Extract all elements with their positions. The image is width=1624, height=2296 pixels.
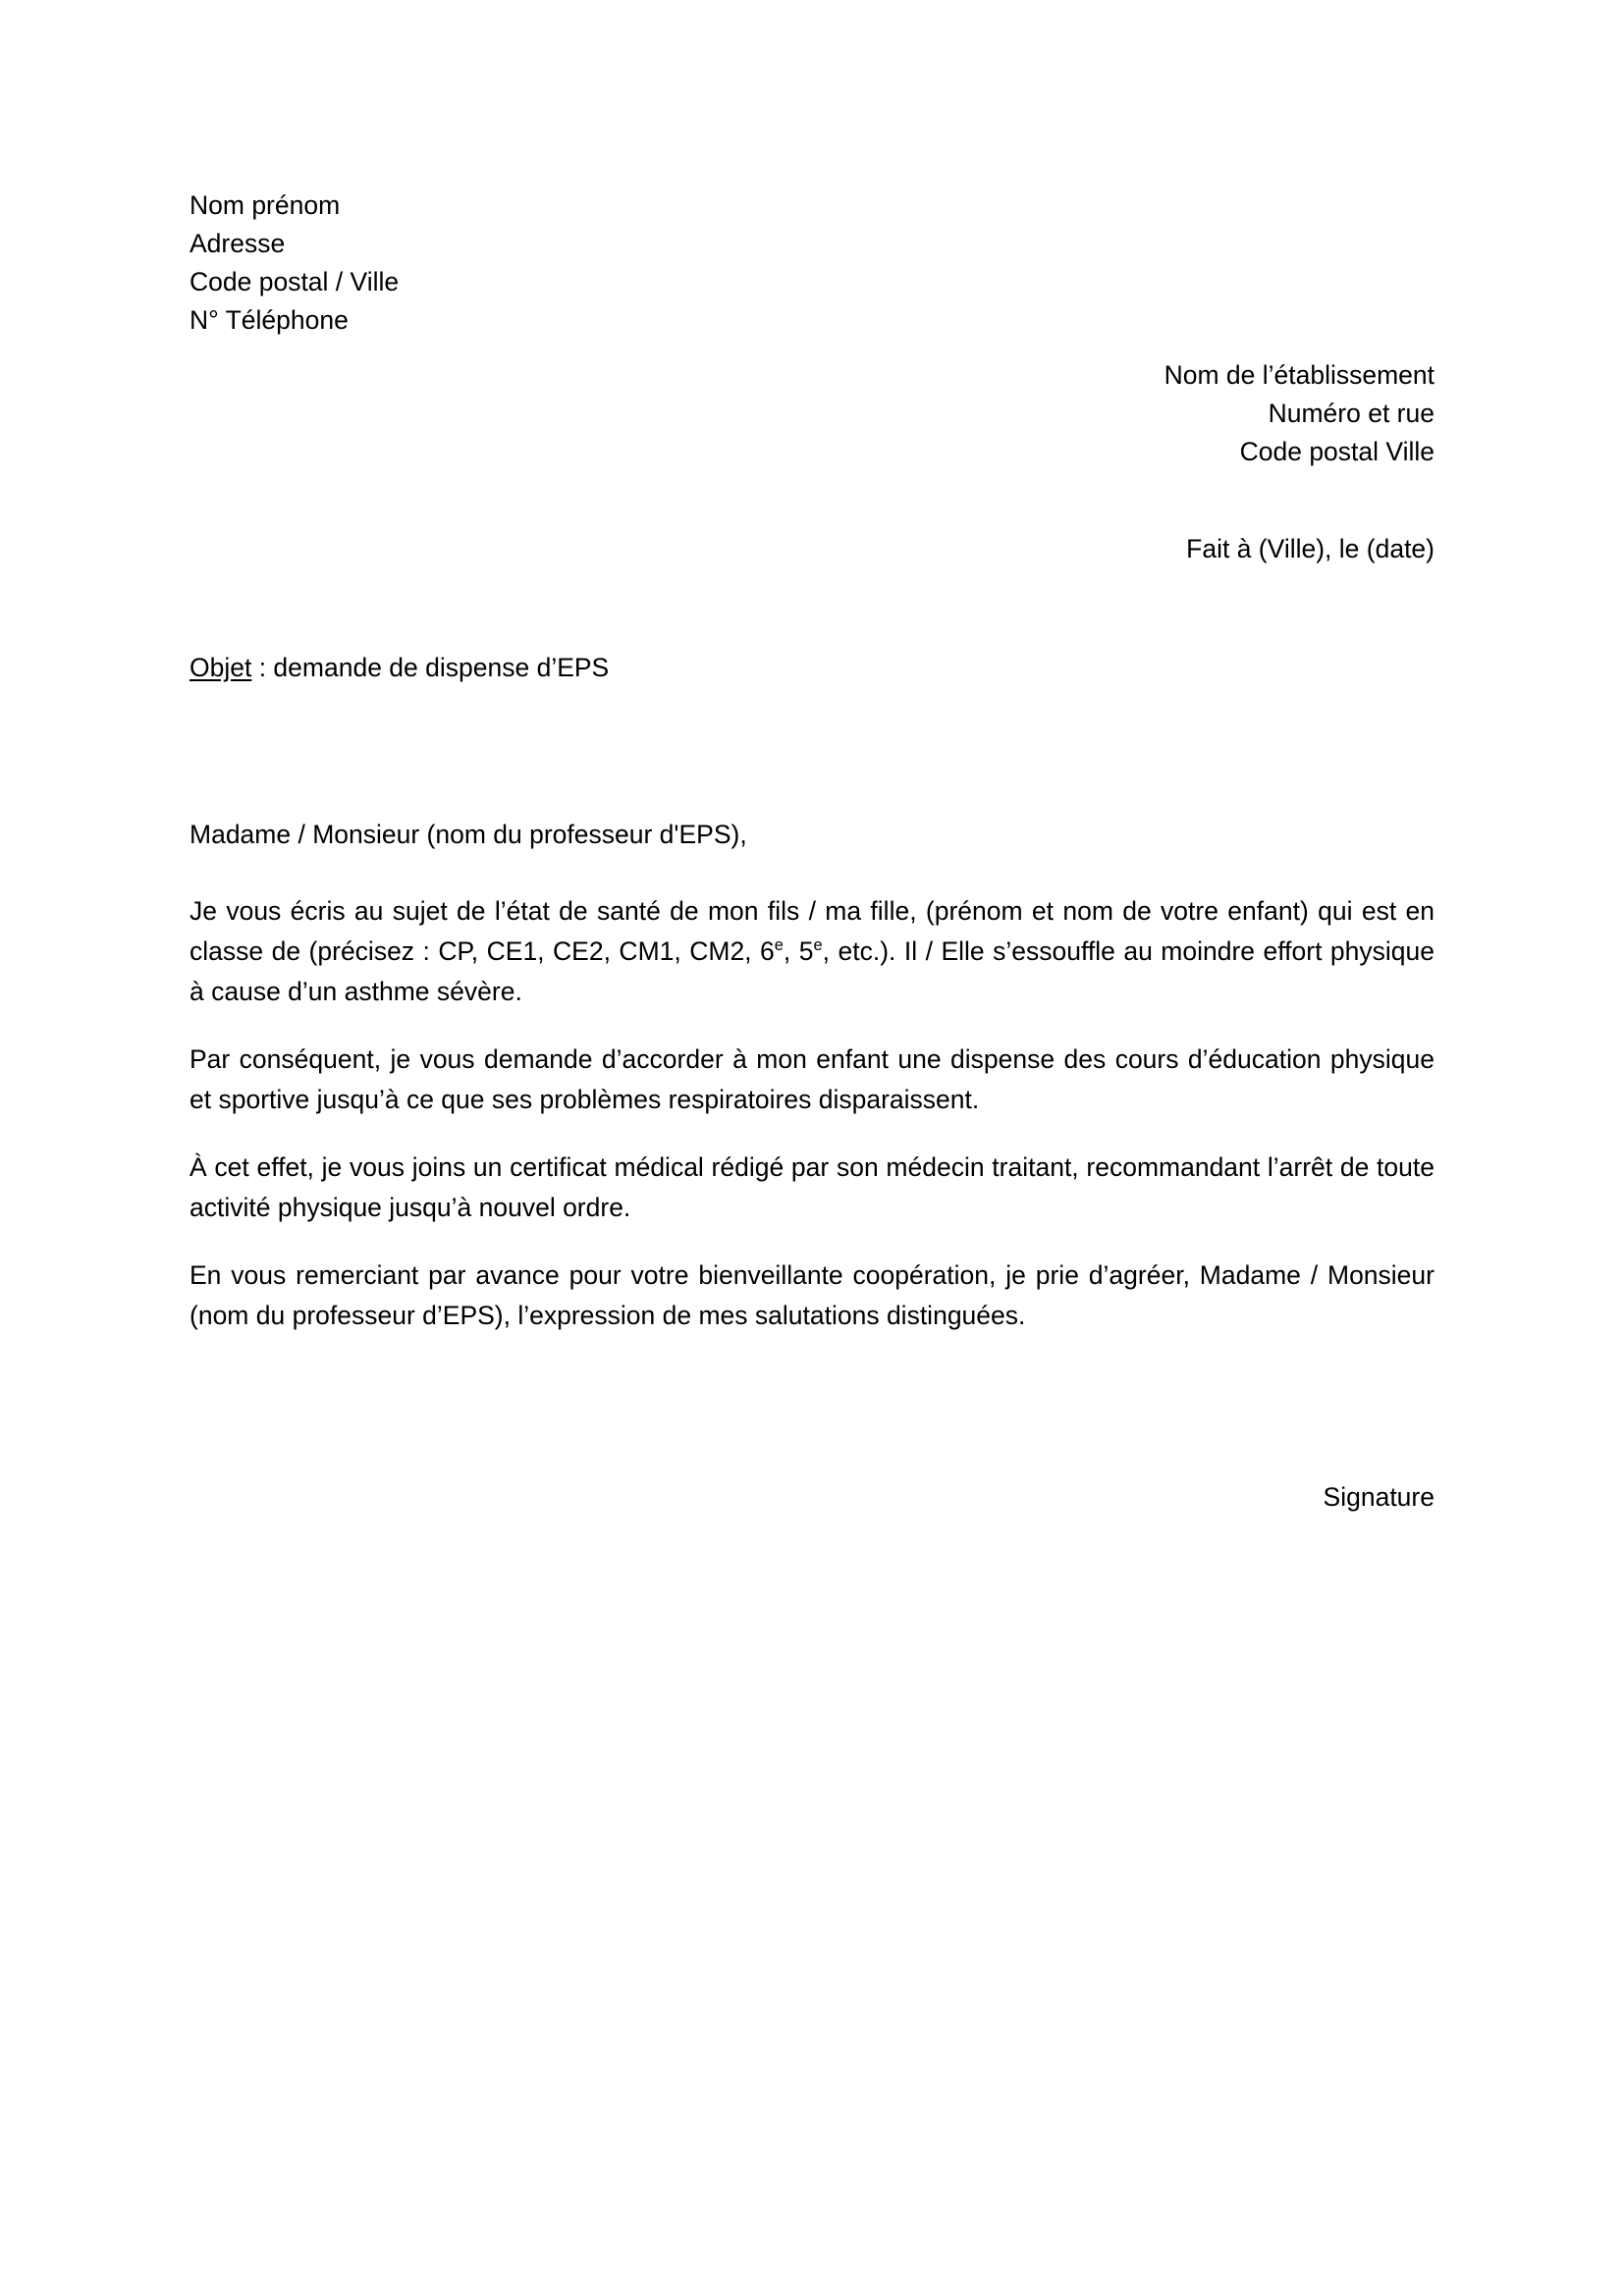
- recipient-line-postal-city: Code postal Ville: [1239, 437, 1435, 466]
- sender-address-block: [189, 187, 1435, 340]
- paragraph-1-part-1: Je vous écris au sujet de l’état de santé de mon fils / ma fille, (prénom et nom de votre enfant) qui est en classe de (précisez : CP, CE1, CE2, CM1, CM2, 6: [189, 896, 1435, 966]
- subject-label: Objet: [189, 653, 252, 682]
- paragraph-1-part-3: , etc.). Il / Elle s’essouffle au moindre effort physique à cause d’un asthme sévère.: [189, 936, 1435, 1006]
- signature-block: [189, 1478, 1435, 1517]
- recipient-line-establishment: Nom de l’établissement: [1164, 360, 1435, 390]
- salutation-text: Madame / Monsieur (nom du professeur d'EPS),: [189, 820, 747, 849]
- place-and-date-block: [189, 530, 1435, 568]
- signature-label: Signature: [1323, 1482, 1435, 1512]
- subject-text: : demande de dispense d’EPS: [251, 653, 610, 682]
- paragraph-1-superscript-2: e: [813, 936, 823, 955]
- subject-line: [189, 649, 1435, 687]
- sender-line-address: Adresse: [189, 229, 286, 258]
- place-date-line: Fait à (Ville), le (date): [1186, 534, 1435, 563]
- sender-line-name: Nom prénom: [189, 190, 341, 220]
- paragraph-1-part-2: , 5: [783, 936, 814, 966]
- sender-line-phone: N° Téléphone: [189, 305, 349, 335]
- body-paragraph-1: [189, 891, 1435, 1012]
- body-paragraph-4: En vous remerciant par avance pour votre bienveillante coopération, je prie d’agréer, Madame / Monsieur (nom du professeur d’EPS), l’expression de mes salutations distinguées.: [189, 1260, 1435, 1330]
- recipient-address-block: [189, 356, 1435, 471]
- body-paragraph-3: À cet effet, je vous joins un certificat médical rédigé par son médecin traitant, recommandant l’arrêt de toute activité physique jusqu’à nouvel ordre.: [189, 1152, 1435, 1222]
- letter-body: [189, 891, 1435, 1336]
- sender-line-postal-city: Code postal / Ville: [189, 267, 400, 296]
- paragraph-1-superscript-1: e: [774, 936, 784, 955]
- body-paragraph-2: Par conséquent, je vous demande d’accorder à mon enfant une dispense des cours d’éducation physique et sportive jusqu’à ce que ses problèmes respiratoires disparaissent.: [189, 1044, 1435, 1114]
- recipient-line-street: Numéro et rue: [1268, 399, 1435, 428]
- salutation-line: [189, 816, 1435, 854]
